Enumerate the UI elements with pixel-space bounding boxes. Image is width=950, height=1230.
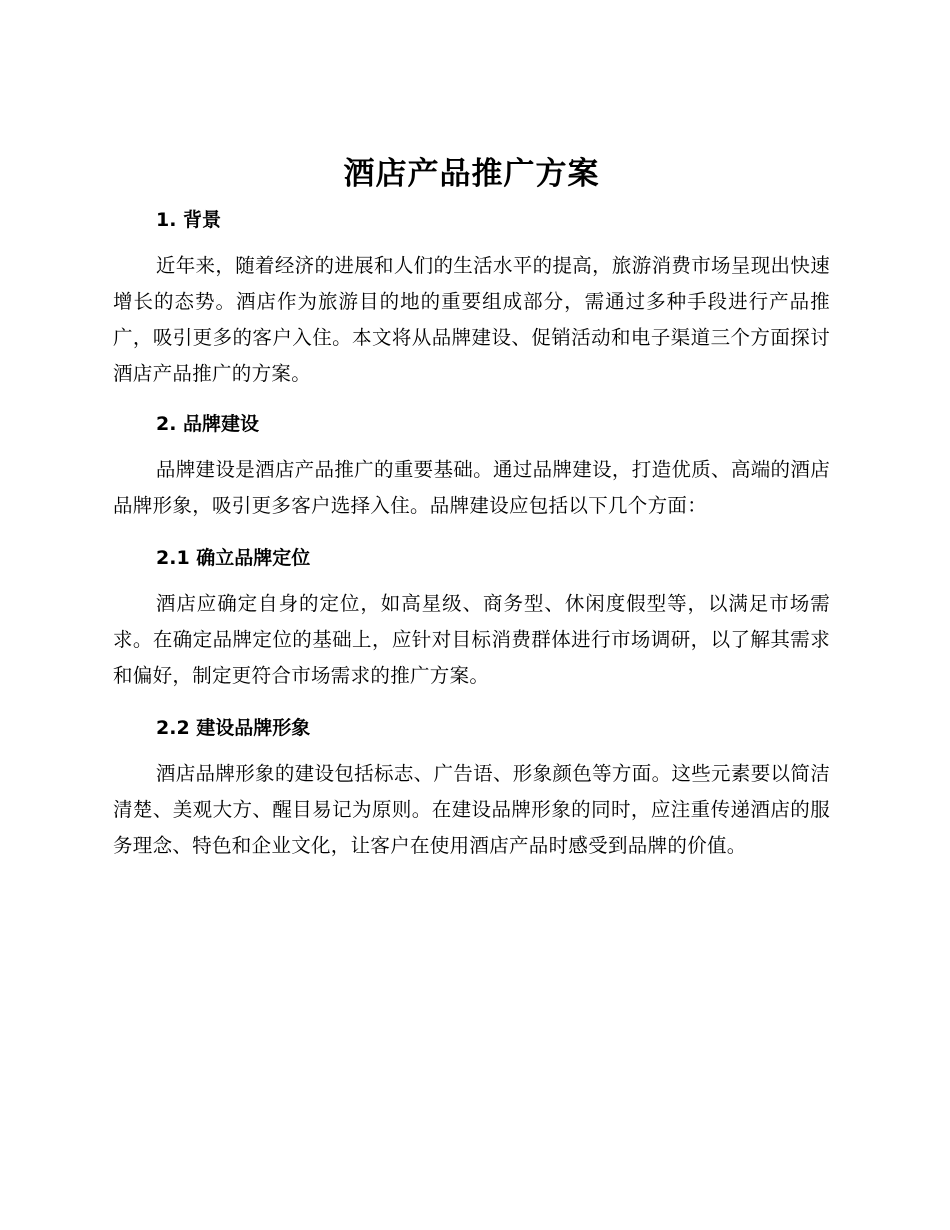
section-heading-brand-image: 2.2 建设品牌形象 [156, 717, 311, 739]
section-paragraph-brand-positioning: 酒店应确定自身的定位，如高星级、商务型、休闲度假型等，以满足市场需求。在确定品牌定位的基础上，应针对目标消费群体进行市场调研，以了解其需求和偏好，制定更符合市场需求的推广方案。 [113, 592, 830, 687]
section-heading-brand-positioning: 2.1 确立品牌定位 [156, 547, 311, 569]
spacer [113, 240, 830, 248]
section-heading-brand-building: 2. 品牌建设 [156, 413, 260, 435]
section-heading-background: 1. 背景 [156, 209, 222, 231]
document-body [113, 148, 830, 864]
section-paragraph-background: 近年来，随着经济的进展和人们的生活水平的提高，旅游消费市场呈现出快速增长的态势。酒店作为旅游目的地的重要组成部分，需通过多种手段进行产品推广，吸引更多的客户入住。本文将从品牌建设、促销活动和电子渠道三个方面探讨酒店产品推广的方案。 [113, 254, 830, 385]
spacer [113, 524, 830, 538]
document-title: 酒店产品推广方案 [343, 156, 600, 192]
spacer [113, 694, 830, 708]
spacer [113, 444, 830, 452]
spacer [113, 578, 830, 586]
spacer [113, 748, 830, 756]
section-paragraph-brand-building: 品牌建设是酒店产品推广的重要基础。通过品牌建设，打造优质、高端的酒店品牌形象，吸引更多客户选择入住。品牌建设应包括以下几个方面： [113, 458, 830, 517]
spacer [113, 392, 830, 404]
section-paragraph-brand-image: 酒店品牌形象的建设包括标志、广告语、形象颜色等方面。这些元素要以简洁清楚、美观大方、醒目易记为原则。在建设品牌形象的同时，应注重传递酒店的服务理念、特色和企业文化，让客户在使用酒店产品时感受到品牌的价值。 [113, 762, 830, 857]
